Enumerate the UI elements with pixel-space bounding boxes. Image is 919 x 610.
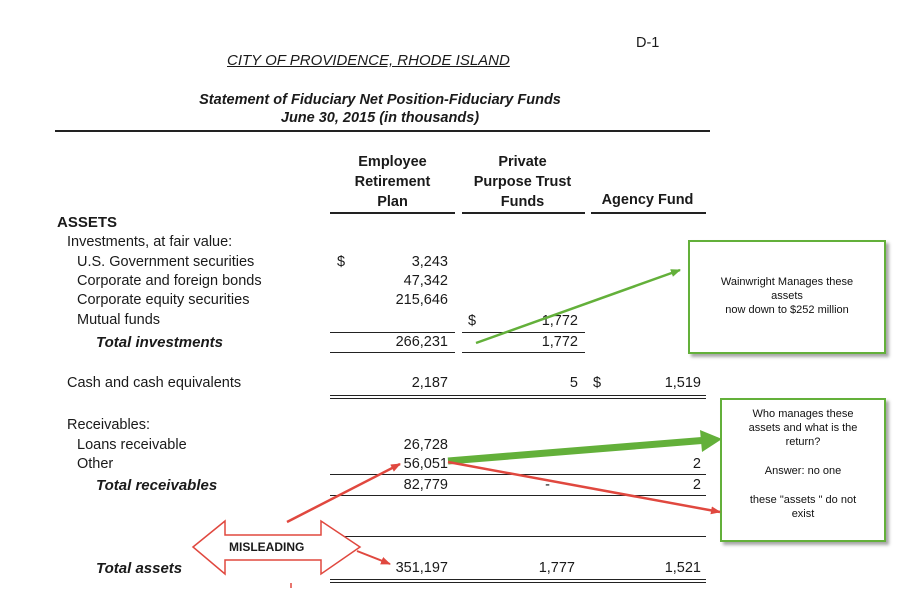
col-pptf-line3: Funds: [500, 194, 545, 210]
wainwright-line1: Wainwright Manages these: [720, 276, 854, 288]
total-assets-label: Total assets: [96, 560, 183, 577]
who-manages-line2: assets and what is the: [748, 422, 858, 434]
other-erp: 56,051: [403, 456, 448, 472]
total-receivables-agency: 2: [692, 477, 701, 493]
col-header-agency: Agency Fund: [601, 192, 694, 208]
statement-title: Statement of Fiduciary Net Position-Fiduciary Funds: [199, 92, 561, 108]
corp-equity-erp: 215,646: [395, 292, 448, 308]
total-assets-pptf: 1,777: [538, 560, 575, 576]
red-arrow-not-exist: [448, 462, 720, 512]
answer-text: Answer: no one: [764, 465, 842, 477]
us-gov-label: U.S. Government securities: [77, 254, 255, 270]
total-assets-agency: 1,521: [664, 560, 701, 576]
mutual-funds-currency: $: [468, 313, 477, 329]
cash-agency: 1,519: [664, 375, 701, 391]
cash-label: Cash and cash equivalents: [67, 375, 242, 391]
total-receivables-pptf: -: [545, 477, 550, 493]
wainwright-line3: now down to $252 million: [725, 304, 849, 316]
cash-currency: $: [593, 375, 602, 391]
total-investments-label: Total investments: [96, 334, 223, 351]
city-title: CITY OF PROVIDENCE, RHODE ISLAND: [227, 52, 510, 69]
green-arrowhead-who: [700, 430, 722, 452]
col-erp-line2: Retirement: [354, 174, 431, 190]
statement-date: June 30, 2015 (in thousands): [280, 110, 480, 126]
mutual-funds-pptf: 1,772: [541, 313, 578, 329]
mutual-funds-label: Mutual funds: [77, 312, 161, 328]
not-exist-line1: these "assets " do not: [749, 494, 857, 506]
corp-equity-label: Corporate equity securities: [77, 292, 250, 308]
wainwright-line2: assets: [771, 290, 803, 302]
corp-bonds-label: Corporate and foreign bonds: [77, 273, 262, 289]
cash-erp: 2,187: [411, 375, 448, 391]
misleading-label: MISLEADING: [229, 540, 305, 554]
red-arrow-total: [357, 551, 390, 564]
corp-bonds-erp: 47,342: [403, 273, 448, 289]
us-gov-erp: 3,243: [411, 254, 448, 270]
not-exist-line2: exist: [791, 508, 815, 520]
page-label: D-1: [636, 35, 660, 51]
total-receivables-label: Total receivables: [96, 477, 218, 494]
red-arrow-other: [287, 464, 400, 522]
total-assets-erp: 351,197: [395, 560, 448, 576]
total-receivables-erp: 82,779: [403, 477, 448, 493]
who-manages-line1: Who manages these: [752, 408, 854, 420]
cash-pptf: 5: [569, 375, 578, 391]
loans-erp: 26,728: [403, 437, 448, 453]
receivables-label: Receivables:: [67, 417, 151, 433]
investments-label: Investments, at fair value:: [67, 234, 233, 250]
other-agency: 2: [692, 456, 701, 472]
who-manages-line3: return?: [785, 436, 821, 448]
us-gov-currency: $: [337, 254, 346, 270]
col-pptf-line1: Private: [498, 154, 547, 170]
col-erp-line3: Plan: [377, 194, 408, 210]
green-arrow-who: [448, 440, 708, 461]
total-investments-pptf: 1,772: [541, 334, 578, 350]
total-investments-erp: 266,231: [395, 334, 448, 350]
assets-heading: ASSETS: [57, 214, 118, 231]
col-pptf-line2: Purpose Trust: [473, 174, 572, 190]
green-arrow-wainwright: [476, 270, 680, 343]
loans-label: Loans receivable: [77, 437, 187, 453]
col-erp-line1: Employee: [358, 154, 427, 170]
other-label: Other: [77, 456, 114, 472]
